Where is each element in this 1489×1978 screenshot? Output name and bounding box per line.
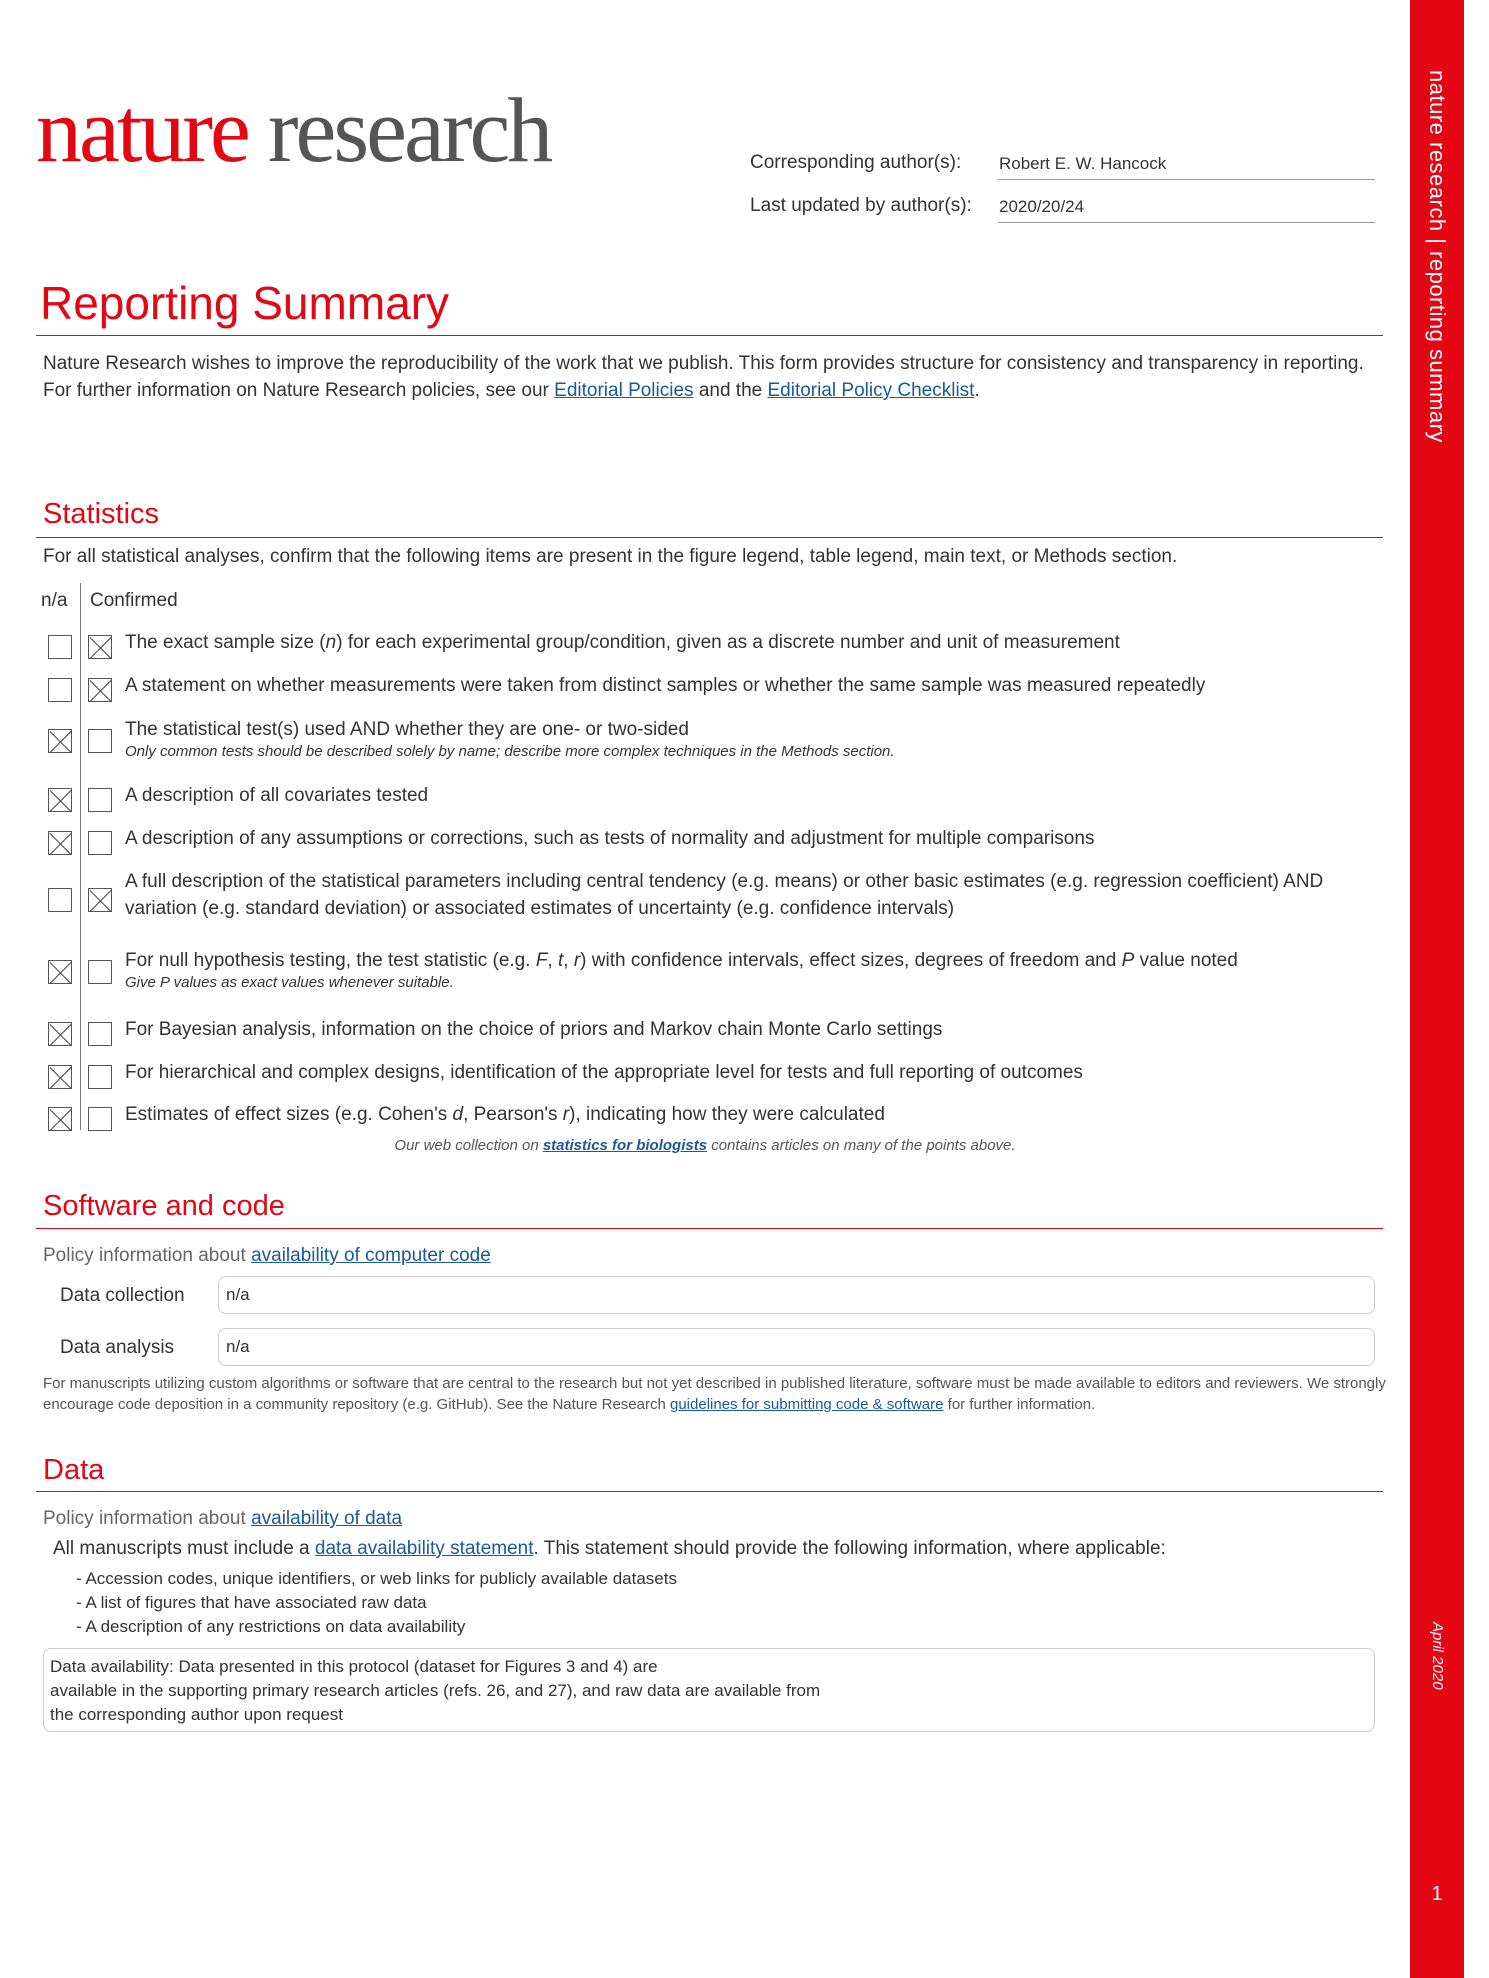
data-statement-text-end: . This statement should provide the following information, where applicable: <box>533 1538 1166 1559</box>
checklist-item-fragment: For Bayesian analysis, information on the choice of priors and Markov chain Monte Carlo settings <box>125 1019 943 1040</box>
editorial-policies-link[interactable]: Editorial Policies <box>554 380 694 401</box>
na-checkbox[interactable] <box>48 678 72 702</box>
statistics-footer-text-end: contains articles on many of the points above. <box>707 1137 1016 1154</box>
data-statement-text: All manuscripts must include a <box>53 1538 315 1559</box>
checklist-item-note: Give P values as exact values whenever suitable. <box>125 974 454 991</box>
data-analysis-field[interactable]: n/a <box>218 1328 1375 1366</box>
checklist-item-fragment: For hierarchical and complex designs, identification of the appropriate level for tests and full reporting of outcomes <box>125 1062 1083 1083</box>
confirmed-checkbox[interactable] <box>88 1022 112 1046</box>
checklist-item-text <box>125 1016 1385 1043</box>
confirmed-checkbox[interactable] <box>88 788 112 812</box>
checklist-item-fragment: Estimates of effect sizes (e.g. Cohen's <box>125 1104 453 1125</box>
title-rule <box>36 335 1383 336</box>
corresponding-author-label: Corresponding author(s): <box>750 152 962 173</box>
list-item: - A list of figures that have associated raw data <box>76 1593 427 1612</box>
computer-code-link[interactable]: availability of computer code <box>251 1245 491 1266</box>
checklist-item-fragment: r <box>562 1104 570 1125</box>
code-guidelines-link[interactable]: guidelines for submitting code & software <box>670 1396 944 1413</box>
na-column-header: n/a <box>41 590 68 611</box>
confirmed-checkbox[interactable] <box>88 960 112 984</box>
checklist-item-note: Only common tests should be described solely by name; describe more complex techniques in the Methods section. <box>125 743 895 760</box>
na-checkbox[interactable] <box>48 888 72 912</box>
confirmed-checkbox[interactable] <box>88 1107 112 1131</box>
sidebar-title: nature research | reporting summary <box>1425 70 1450 443</box>
statistics-footer-text: Our web collection on <box>394 1137 543 1154</box>
data-collection-label: Data collection <box>60 1285 185 1306</box>
statistics-instruction: For all statistical analyses, confirm that the following items are present in the figure legend, table legend, main text, or Methods section. <box>43 546 1178 567</box>
statistics-rule <box>36 537 1383 538</box>
checklist-item-fragment: n <box>325 632 337 653</box>
checklist-item-fragment: value noted <box>1134 950 1238 971</box>
data-rule <box>36 1491 1383 1492</box>
checklist-item-text <box>125 629 1385 656</box>
checklist-item-fragment: For null hypothesis testing, the test statistic (e.g. <box>125 950 536 971</box>
checklist-item-fragment: r <box>573 950 581 971</box>
intro-paragraph <box>43 350 1383 404</box>
list-item: - A description of any restrictions on data availability <box>76 1617 466 1636</box>
data-heading: Data <box>43 1454 105 1486</box>
checklist-item-text <box>125 782 1385 809</box>
software-heading: Software and code <box>43 1190 285 1222</box>
availability-of-data-link[interactable]: availability of data <box>251 1508 403 1529</box>
data-collection-field[interactable]: n/a <box>218 1276 1375 1314</box>
list-item: - Accession codes, unique identifiers, or web links for publicly available datasets <box>76 1569 677 1588</box>
checklist-item-text <box>125 672 1385 699</box>
na-checkbox[interactable] <box>48 1022 72 1046</box>
editorial-policy-checklist-link[interactable]: Editorial Policy Checklist <box>767 380 975 401</box>
data-availability-line: the corresponding author upon request <box>50 1705 343 1724</box>
checklist-item-fragment: A description of any assumptions or corrections, such as tests of normality and adjustment for multiple comparisons <box>125 828 1095 849</box>
checklist-item-text <box>125 825 1385 852</box>
last-updated-label: Last updated by author(s): <box>750 195 972 216</box>
last-updated-field[interactable]: 2020/20/24 <box>998 191 1375 223</box>
corresponding-author-row <box>750 148 1375 180</box>
checklist-item-fragment: A statement on whether measurements were taken from distinct samples or whether the same sample was measured repeatedly <box>125 675 1206 696</box>
checklist-item-fragment: t <box>557 950 564 971</box>
na-checkbox[interactable] <box>48 635 72 659</box>
statistics-heading: Statistics <box>43 498 160 530</box>
na-checkbox[interactable] <box>48 788 72 812</box>
page-number: 1 <box>1431 1883 1443 1905</box>
checklist-item-fragment: ) with confidence intervals, effect sizes, degrees of freedom and <box>580 950 1122 971</box>
confirmed-checkbox[interactable] <box>88 729 112 753</box>
data-availability-line: Data availability: Data presented in this protocol (dataset for Figures 3 and 4) are <box>50 1657 658 1676</box>
confirmed-checkbox[interactable] <box>88 831 112 855</box>
checklist-item-fragment: d <box>452 1104 464 1125</box>
intro-text: Nature Research wishes to improve the reproducibility of the work that we publish. This form provides structure for consistency and transparency in reporting. For further information on Nature Research policies, see our <box>43 353 1364 401</box>
confirmed-checkbox[interactable] <box>88 635 112 659</box>
corresponding-author-field[interactable]: Robert E. W. Hancock <box>998 148 1375 180</box>
statistics-for-biologists-link[interactable]: statistics for biologists <box>542 1137 708 1154</box>
checklist-item-text <box>125 716 1385 761</box>
data-policy <box>43 1508 402 1530</box>
checklist-item-fragment: A full description of the statistical parameters including central tendency (e.g. means) or other basic estimates (e.g. regression coefficient) AND variation (e.g. standard deviation) or associated estimates of uncertainty (e.g. confidence intervals) <box>125 871 1324 919</box>
data-policy-text: Policy information about <box>43 1508 252 1529</box>
data-availability-field[interactable] <box>43 1648 1375 1732</box>
confirmed-checkbox[interactable] <box>88 888 112 912</box>
na-checkbox[interactable] <box>48 1107 72 1131</box>
last-updated-row <box>750 191 1375 223</box>
confirmed-column-header: Confirmed <box>90 590 178 611</box>
data-statement-instruction <box>53 1538 1166 1560</box>
statistics-footer-note <box>0 1137 1410 1154</box>
intro-text-end: . <box>974 380 980 401</box>
na-checkbox[interactable] <box>48 831 72 855</box>
checklist-item-fragment: P <box>1121 950 1135 971</box>
checklist-item-text <box>125 1059 1385 1086</box>
na-checkbox[interactable] <box>48 729 72 753</box>
data-availability-line: available in the supporting primary research articles (refs. 26, and 27), and raw data are available from <box>50 1681 821 1700</box>
data-availability-statement-link[interactable]: data availability statement <box>314 1538 534 1559</box>
checklist-item-fragment: , Pearson's <box>463 1104 563 1125</box>
software-policy-text: Policy information about <box>43 1245 252 1266</box>
checklist-item-fragment: F <box>535 950 548 971</box>
data-analysis-label: Data analysis <box>60 1337 175 1358</box>
confirmed-checkbox[interactable] <box>88 678 112 702</box>
checklist-item-fragment: The statistical test(s) used AND whether they are one- or two-sided <box>125 719 689 740</box>
software-fine-text: For manuscripts utilizing custom algorithms or software that are central to the research but not yet described in published literature, software must be made available to editors and reviewers. We strongly encourage code deposition in a community repository (e.g. GitHub). See the Nature Research <box>43 1375 1386 1413</box>
checklist-item-text <box>125 1101 1385 1128</box>
checklist-item-text <box>125 868 1385 922</box>
software-rule <box>36 1228 1383 1229</box>
sidebar-date: April 2020 <box>1429 1622 1446 1690</box>
software-policy <box>43 1245 491 1267</box>
page-title: Reporting Summary <box>40 277 450 329</box>
data-requirements-list <box>76 1567 677 1639</box>
checklist-item-fragment: , <box>547 950 558 971</box>
checklist-item-fragment: The exact sample size ( <box>125 632 326 653</box>
confirmed-checkbox[interactable] <box>88 1065 112 1089</box>
software-fine-print <box>43 1373 1388 1415</box>
nature-research-logo <box>36 79 551 181</box>
checklist-item-fragment: ) for each experimental group/condition, given as a discrete number and unit of measurement <box>336 632 1120 653</box>
logo-research: research <box>267 79 551 181</box>
na-checkbox[interactable] <box>48 1065 72 1089</box>
checklist-item-fragment: ), indicating how they were calculated <box>569 1104 885 1125</box>
checklist-item-fragment: , <box>563 950 574 971</box>
intro-text-and: and the <box>693 380 768 401</box>
na-checkbox[interactable] <box>48 960 72 984</box>
logo-nature: nature <box>36 79 248 181</box>
column-divider <box>80 583 81 1130</box>
checklist-item-text <box>125 947 1385 992</box>
checklist-item-fragment: A description of all covariates tested <box>125 785 429 806</box>
software-fine-text-end: for further information. <box>943 1396 1096 1413</box>
